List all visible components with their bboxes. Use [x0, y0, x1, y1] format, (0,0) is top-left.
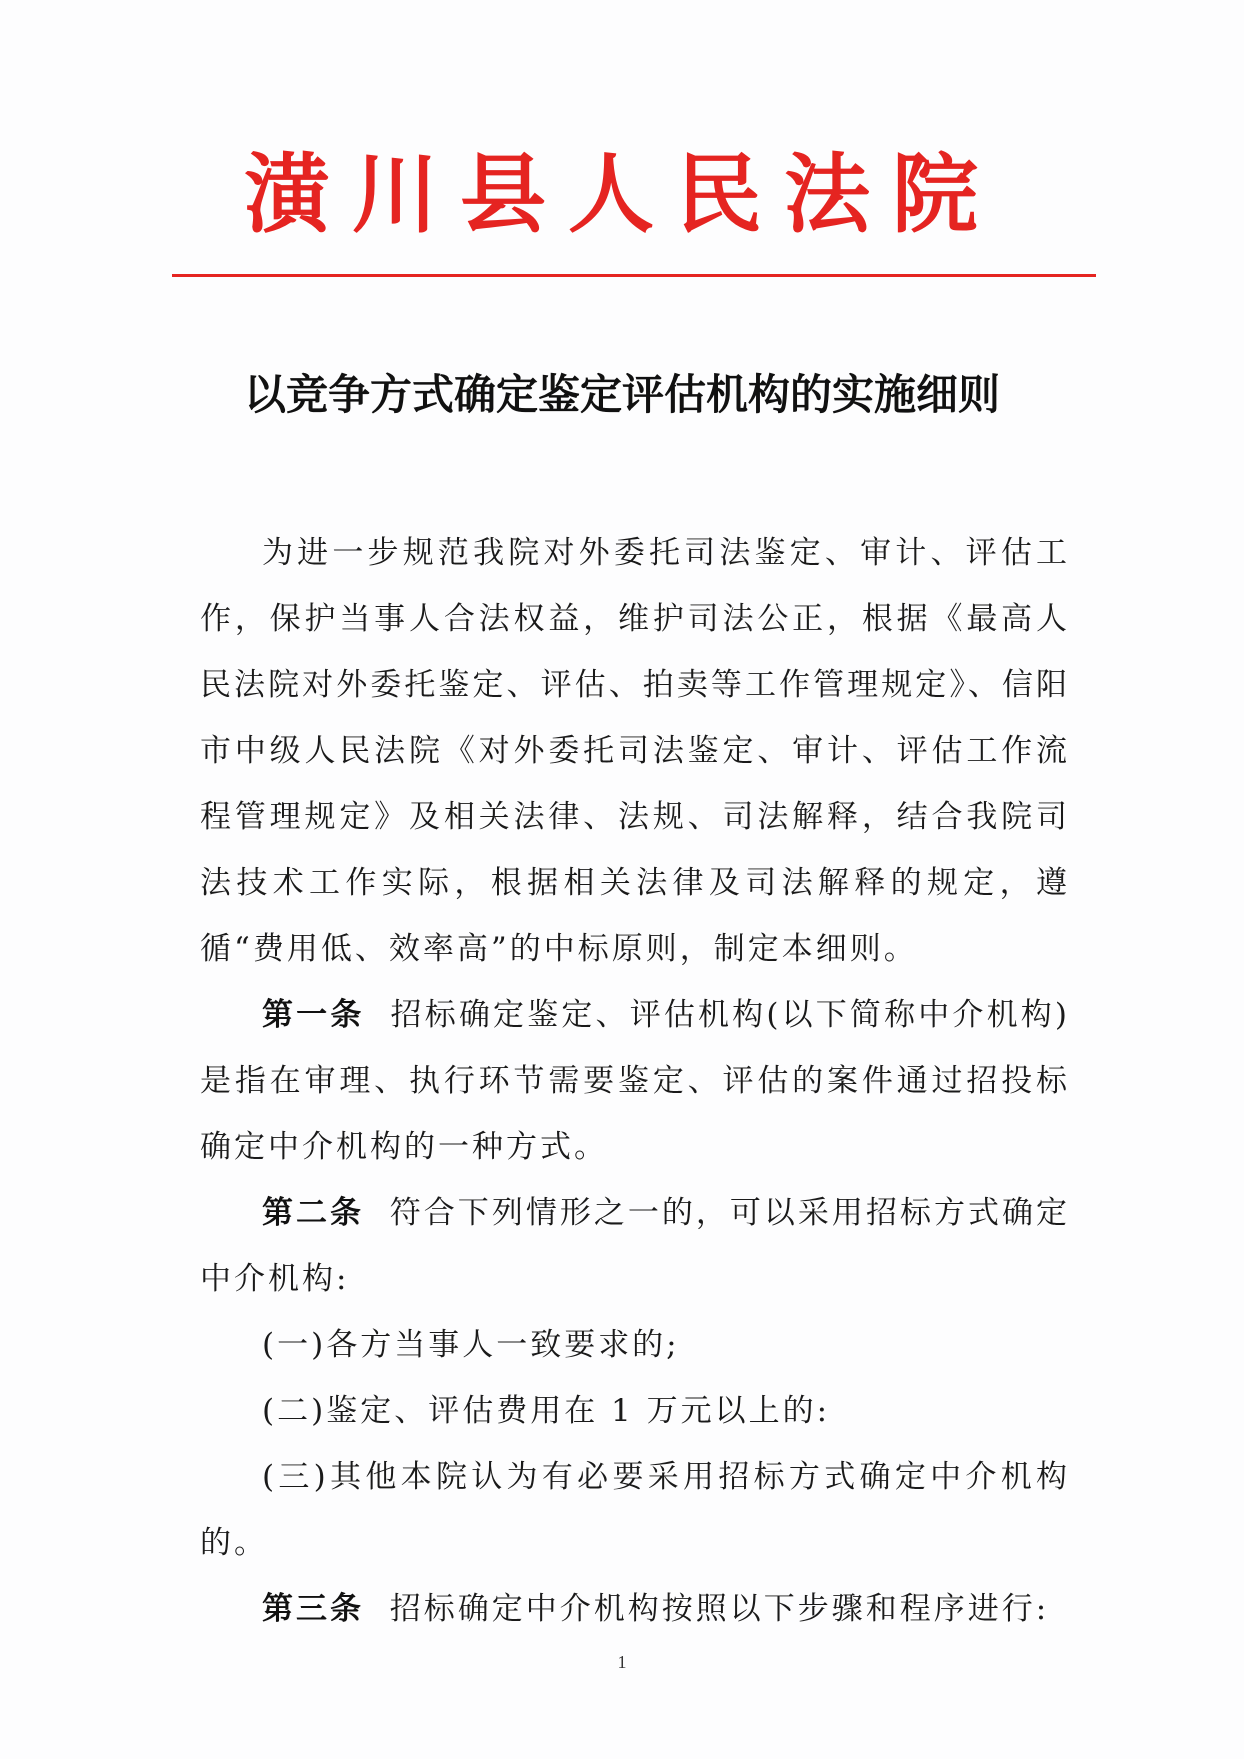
- article-3-text: 招标确定中介机构按照以下步骤和程序进行:: [389, 1591, 1050, 1627]
- document-body: [200, 520, 1070, 1642]
- article-1: [200, 982, 1070, 1180]
- page-number: 1: [617, 1652, 627, 1672]
- court-name-header: 潢川县人民法院: [244, 144, 1000, 245]
- article-3: [200, 1576, 1070, 1642]
- header-red-rule: [172, 274, 1096, 277]
- article-2-text: 符合下列情形之一的，可以采用招标方式确定中介机构:: [200, 1195, 1071, 1297]
- article-1-heading: 第一条: [262, 997, 365, 1033]
- article-2-item-1: (一)各方当事人一致要求的;: [262, 1327, 680, 1363]
- article-3-heading: 第三条: [262, 1591, 364, 1627]
- article-2-item-3: (三)其他本院认为有必要采用招标方式确定中介机构的。: [200, 1459, 1070, 1561]
- preamble-paragraph: 为进一步规范我院对外委托司法鉴定、审计、评估工作，保护当事人合法权益，维护司法公正，根据《最高人民法院对外委托鉴定、评估、拍卖等工作管理规定》、信阳市中级人民法院《对外委托司法鉴定、审计、评估工作流程管理规定》及相关法律、法规、司法解释，结合我院司法技术工作实际，根据相关法律及司法解释的规定，遵循“费用低、效率高”的中标原则，制定本细则。: [200, 535, 1070, 967]
- article-2-item-2: (二)鉴定、评估费用在 1 万元以上的:: [262, 1393, 831, 1429]
- document-title: 以竞争方式确定鉴定评估机构的实施细则: [243, 370, 1000, 419]
- article-2-heading: 第二条: [262, 1195, 365, 1231]
- article-1-text: 招标确定鉴定、评估机构(以下简称中介机构)是指在审理、执行环节需要鉴定、评估的案件通过招投标确定中介机构的一种方式。: [200, 997, 1071, 1165]
- article-2: [200, 1180, 1070, 1312]
